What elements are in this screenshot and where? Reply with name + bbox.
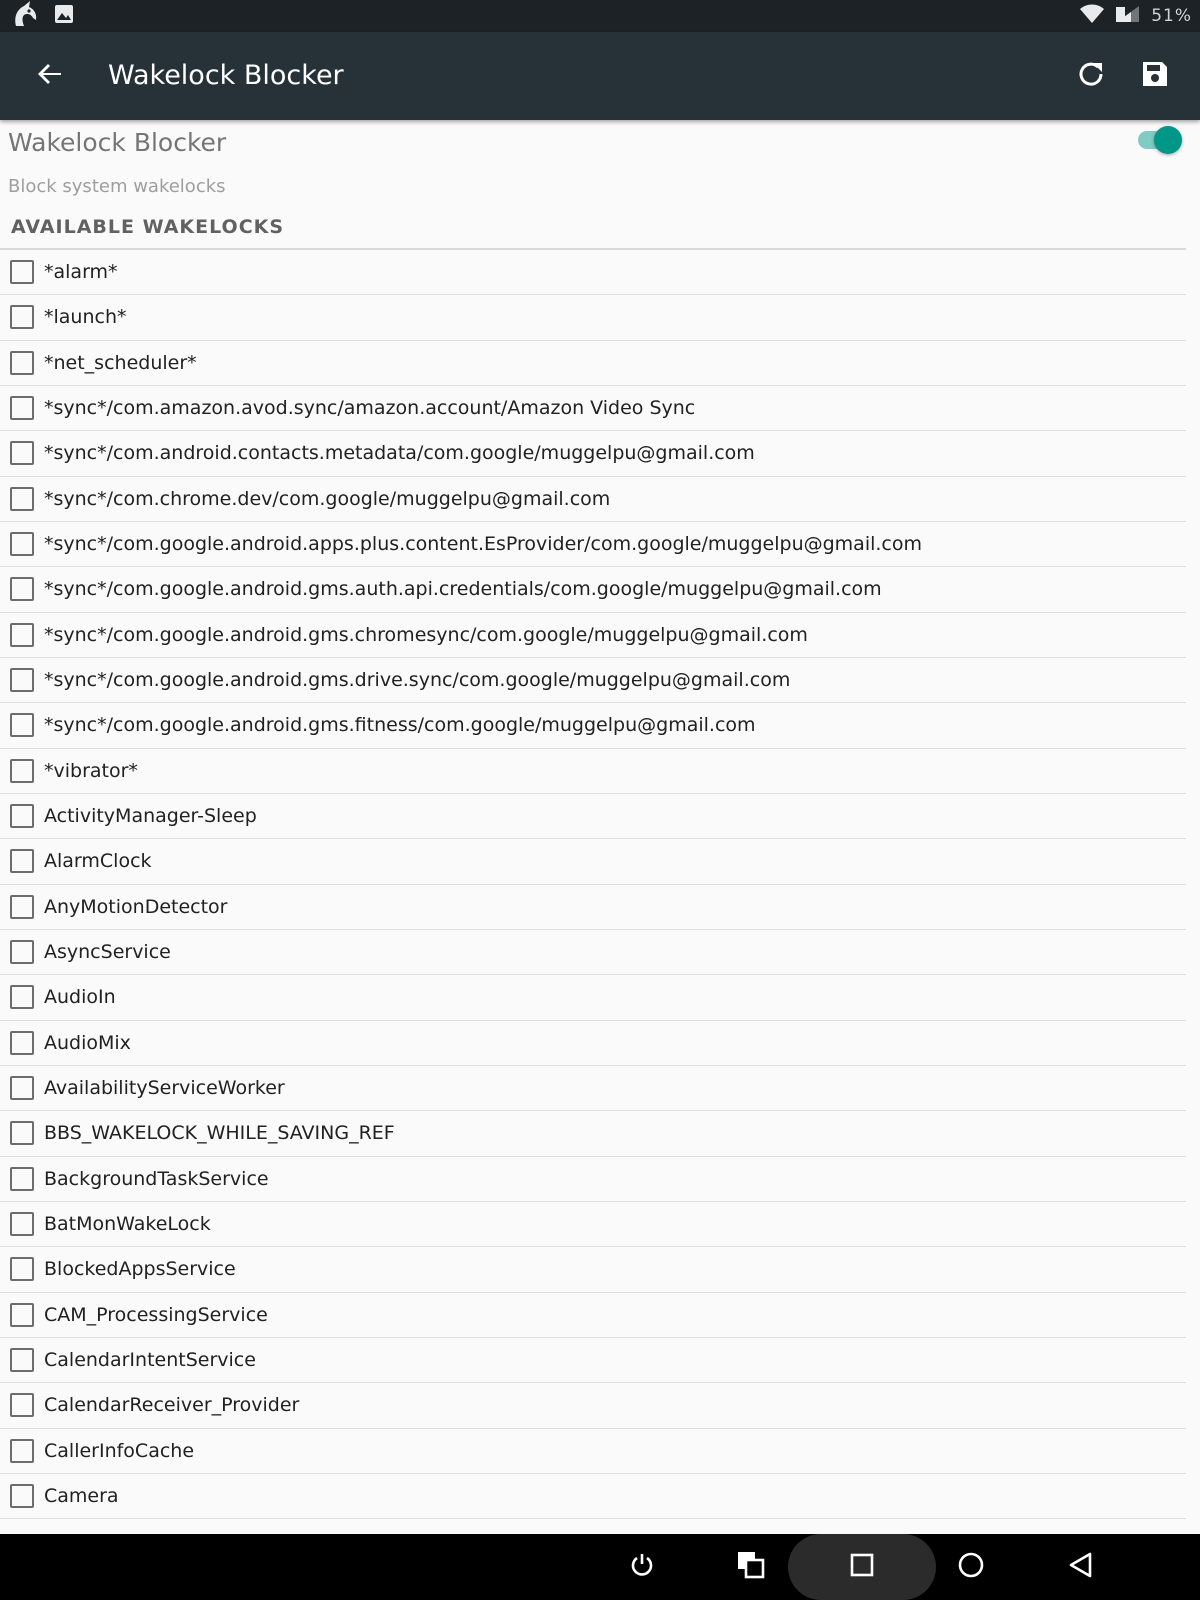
wakelock-label: AlarmClock [44, 850, 152, 873]
wakelock-label: *vibrator* [44, 759, 138, 782]
wakelock-checkbox[interactable] [10, 1167, 34, 1191]
wifi-icon [1079, 4, 1105, 28]
wakelock-label: Camera [44, 1485, 119, 1508]
wakelock-list-item[interactable] [0, 703, 1186, 748]
wakelock-checkbox[interactable] [10, 1076, 34, 1100]
wakelock-list-item[interactable] [0, 1293, 1186, 1338]
wakelock-list-item[interactable] [0, 613, 1186, 658]
wakelock-label: *sync*/com.google.android.gms.auth.api.credentials/com.google/muggelpu@gmail.com [44, 578, 882, 601]
wakelock-label: *sync*/com.google.android.apps.plus.content.EsProvider/com.google/muggelpu@gmail.com [44, 533, 922, 556]
wakelock-checkbox[interactable] [10, 260, 34, 284]
signal-icon [1115, 4, 1141, 28]
wakelock-checkbox[interactable] [10, 1303, 34, 1327]
wakelock-list[interactable] [0, 250, 1186, 1534]
wakelock-label: AsyncService [44, 941, 171, 964]
wakelock-label: *launch* [44, 306, 127, 329]
wakelock-label: CalendarReceiver_Provider [44, 1394, 300, 1417]
wakelock-label: *sync*/com.google.android.gms.drive.sync/com.google/muggelpu@gmail.com [44, 669, 791, 692]
recents-button[interactable] [842, 1547, 882, 1587]
wakelock-list-item[interactable] [0, 477, 1186, 522]
back-button[interactable] [30, 56, 70, 96]
toolbar-title: Wakelock Blocker [108, 60, 344, 91]
wakelock-list-item[interactable] [0, 1021, 1186, 1066]
wakelock-label: BatMonWakeLock [44, 1213, 211, 1236]
home-icon [957, 1551, 985, 1583]
preference-title: Wakelock Blocker [8, 128, 227, 157]
back-arrow-icon [37, 61, 63, 91]
wakelock-label: *sync*/com.chrome.dev/com.google/muggelpu@gmail.com [44, 487, 611, 510]
wakelock-label: AudioMix [44, 1031, 131, 1054]
wakelock-list-item[interactable] [0, 386, 1186, 431]
wakelock-list-item[interactable] [0, 250, 1186, 295]
wakelock-list-item[interactable] [0, 1111, 1186, 1156]
wakelock-list-item[interactable] [0, 794, 1186, 839]
wakelock-list-item[interactable] [0, 885, 1186, 930]
navigation-bar [0, 1534, 1200, 1600]
wakelock-checkbox[interactable] [10, 1257, 34, 1281]
wakelock-list-item[interactable] [0, 522, 1186, 567]
wakelock-list-item[interactable] [0, 839, 1186, 884]
wakelock-list-item[interactable] [0, 1383, 1186, 1428]
wakelock-label: BlockedAppsService [44, 1258, 236, 1281]
wakelock-checkbox[interactable] [10, 1484, 34, 1508]
section-header: AVAILABLE WAKELOCKS [11, 216, 285, 238]
wakelock-label: *alarm* [44, 261, 118, 284]
battery-level: 51% [1151, 6, 1192, 26]
wakelock-list-item[interactable] [0, 567, 1186, 612]
wakelock-checkbox[interactable] [10, 713, 34, 737]
wakelock-label: AvailabilityServiceWorker [44, 1077, 285, 1100]
wakelock-checkbox[interactable] [10, 940, 34, 964]
wakelock-label: *sync*/com.google.android.gms.fitness/com.google/muggelpu@gmail.com [44, 714, 756, 737]
wakelock-list-item[interactable] [0, 1066, 1186, 1111]
refresh-button[interactable] [1071, 56, 1111, 96]
copy-screen-icon [736, 1550, 766, 1584]
wakelock-checkbox[interactable] [10, 1121, 34, 1145]
wakelock-label: AudioIn [44, 986, 116, 1009]
wakelock-checkbox[interactable] [10, 1348, 34, 1372]
wakelock-list-item[interactable] [0, 341, 1186, 386]
wakelock-checkbox[interactable] [10, 1031, 34, 1055]
wakelock-list-item[interactable] [0, 295, 1186, 340]
wakelock-checkbox[interactable] [10, 487, 34, 511]
wakelock-checkbox[interactable] [10, 441, 34, 465]
image-icon [54, 4, 74, 28]
wakelock-label: AnyMotionDetector [44, 895, 228, 918]
back-icon [1067, 1551, 1095, 1583]
save-icon [1141, 60, 1169, 92]
wakelock-checkbox[interactable] [10, 985, 34, 1009]
wakelock-label: *sync*/com.android.contacts.metadata/com.google/muggelpu@gmail.com [44, 442, 755, 465]
wakelock-list-item[interactable] [0, 1157, 1186, 1202]
wakelock-checkbox[interactable] [10, 895, 34, 919]
refresh-icon [1077, 60, 1105, 92]
screenshot-button[interactable] [731, 1547, 771, 1587]
wakelock-label: CAM_ProcessingService [44, 1303, 268, 1326]
nav-back-button[interactable] [1061, 1547, 1101, 1587]
wakelock-checkbox[interactable] [10, 623, 34, 647]
wakelock-list-item[interactable] [0, 1338, 1186, 1383]
wakelock-checkbox[interactable] [10, 305, 34, 329]
power-icon [628, 1551, 656, 1583]
wakelock-checkbox[interactable] [10, 668, 34, 692]
wakelock-blocker-preference[interactable] [0, 120, 1200, 202]
toggle-thumb [1154, 126, 1182, 154]
preference-summary: Block system wakelocks [8, 176, 226, 197]
wakelock-label: CallerInfoCache [44, 1439, 195, 1462]
wakelock-checkbox[interactable] [10, 849, 34, 873]
unicorn-app-icon [10, 0, 40, 32]
wakelock-list-item[interactable] [0, 1247, 1186, 1292]
wakelock-label: CalendarIntentService [44, 1349, 256, 1372]
save-button[interactable] [1135, 56, 1175, 96]
wakelock-list-item[interactable] [0, 1429, 1186, 1474]
enable-toggle-switch[interactable] [1136, 124, 1182, 156]
wakelock-label: ActivityManager-Sleep [44, 805, 257, 828]
home-button[interactable] [951, 1547, 991, 1587]
wakelock-list-item[interactable] [0, 1474, 1186, 1519]
wakelock-checkbox[interactable] [10, 351, 34, 375]
recents-icon [849, 1552, 875, 1582]
app-toolbar [0, 32, 1200, 120]
wakelock-label: *sync*/com.google.android.gms.chromesync/com.google/muggelpu@gmail.com [44, 623, 808, 646]
wakelock-checkbox[interactable] [10, 1393, 34, 1417]
wakelock-checkbox[interactable] [10, 1439, 34, 1463]
status-bar [0, 0, 1200, 32]
wakelock-list-item[interactable] [0, 975, 1186, 1020]
wakelock-list-item[interactable] [0, 930, 1186, 975]
wakelock-list-item[interactable] [0, 658, 1186, 703]
wakelock-label: BBS_WAKELOCK_WHILE_SAVING_REF [44, 1122, 395, 1145]
wakelock-checkbox[interactable] [10, 577, 34, 601]
wakelock-list-item[interactable] [0, 749, 1186, 794]
wakelock-label: *net_scheduler* [44, 351, 197, 374]
wakelock-checkbox[interactable] [10, 532, 34, 556]
power-button[interactable] [622, 1547, 662, 1587]
wakelock-checkbox[interactable] [10, 1212, 34, 1236]
wakelock-checkbox[interactable] [10, 759, 34, 783]
wakelock-label: BackgroundTaskService [44, 1167, 269, 1190]
wakelock-list-item[interactable] [0, 1202, 1186, 1247]
wakelock-list-item[interactable] [0, 431, 1186, 476]
wakelock-label: *sync*/com.amazon.avod.sync/amazon.account/Amazon Video Sync [44, 397, 696, 420]
wakelock-checkbox[interactable] [10, 396, 34, 420]
wakelock-checkbox[interactable] [10, 804, 34, 828]
